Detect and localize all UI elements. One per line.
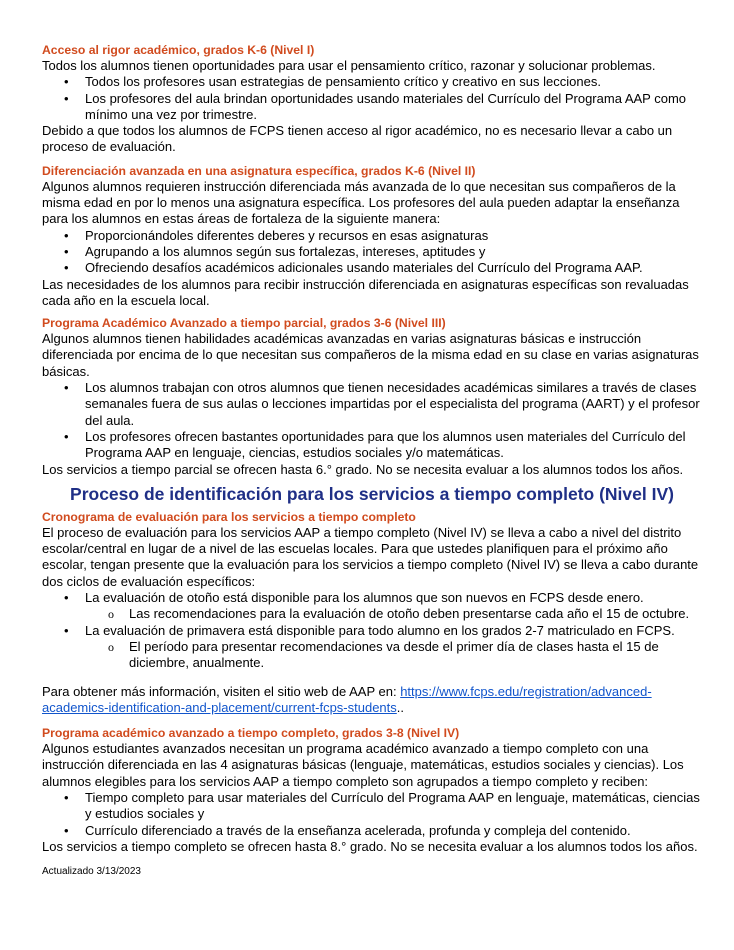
bullet-item: • Los profesores del aula brindan oportunidades usando materiales del Currículo del Programa AAP como mínimo una vez por trimestre.: [42, 91, 702, 124]
bullet-list: [42, 228, 702, 277]
bullet-list: [42, 623, 702, 639]
bullet-list: [42, 74, 702, 123]
bullet-item: • Tiempo completo para usar materiales del Currículo del Programa AAP en lenguaje, matemáticas, ciencias y estudios sociales y: [42, 790, 702, 823]
section-outro: Los servicios a tiempo completo se ofrecen hasta 8.° grado. No se necesita evaluar a los alumnos todos los años.: [42, 838, 698, 854]
section-heading-level-1: Acceso al rigor académico, grados K-6 (Nivel I): [42, 43, 315, 57]
section-intro: Algunos alumnos requieren instrucción diferenciada más avanzada de lo que necesitan sus compañeros de la misma edad en por lo menos una asignatura específica. Los profesores del aula pueden adaptar la enseñanza para los alumnos en estas áreas de fortaleza de la siguiente manera:: [42, 178, 680, 227]
sub-bullet-item: o Las recomendaciones para la evaluación de otoño deben presentarse cada año el 15 de octubre.: [42, 606, 702, 622]
bullet-item: • Proporcionándoles diferentes deberes y recursos en esas asignaturas: [42, 228, 702, 244]
section-outro: Debido a que todos los alumnos de FCPS tienen acceso al rigor académico, no es necesario llevar a cabo un proceso de evaluación.: [42, 123, 673, 155]
bullet-item: • Los alumnos trabajan con otros alumnos que tienen necesidades académicas similares a través de clases semanales fuera de sus aulas o lecciones impartidas por el especialista del programa (AART) y el profesor del aula.: [42, 380, 702, 429]
bullet-item: • Los profesores ofrecen bastantes oportunidades para que los alumnos usen materiales del Currículo del Programa AAP en lenguaje, ciencias, estudios sociales y/o matemáticas.: [42, 429, 702, 462]
sub-bullet-list: [42, 639, 702, 672]
more-info-suffix: ..: [396, 699, 405, 715]
sub-bullet-item: o El período para presentar recomendaciones va desde el primer día de clases hasta el 15 de diciembre, anualmente.: [42, 639, 702, 672]
aap-website-link[interactable]: https://www.fcps.edu/registration/advanced-academics-identification-and-placement/current-fcps-students: [42, 683, 652, 715]
main-title: Proceso de identificación para los servicios a tiempo completo (Nivel IV): [70, 483, 674, 504]
bullet-list: [42, 590, 702, 606]
bullet-list: [42, 790, 702, 839]
section-heading-level-2: Diferenciación avanzada en una asignatura específica, grados K-6 (Nivel II): [42, 163, 476, 178]
bullet-item-spring: • La evaluación de primavera está disponible para todo alumno en los grados 2-7 matriculado en FCPS.: [42, 623, 702, 639]
bullet-list: [42, 380, 702, 461]
section-outro: Las necesidades de los alumnos para recibir instrucción diferenciada en asignaturas específicas son revaluadas cada año en la escuela local.: [42, 276, 689, 308]
section-intro: Todos los alumnos tienen oportunidades para usar el pensamiento crítico, razonar y solucionar problemas.: [42, 58, 656, 73]
bullet-item: • Ofreciendo desafíos académicos adicionales usando materiales del Currículo del Programa AAP.: [42, 260, 702, 276]
section-intro: Algunos alumnos tienen habilidades académicas avanzadas en varias asignaturas básicas e instrucción diferenciada por encima de lo que necesitan sus compañeros de la misma edad en su clase en varias asignaturas básicas.: [42, 331, 699, 379]
document-content: [42, 42, 702, 878]
more-info-text: Para obtener más información, visiten el sitio web de AAP en:: [42, 683, 401, 699]
section-intro: Algunos estudiantes avanzados necesitan un programa académico avanzado a tiempo completo con una instrucción diferenciada en las 4 asignaturas básicas (lenguaje, matemáticas, estudios sociales y ciencias). Los alumnos elegibles para los servicios AAP a tiempo completo son agrupados a tiempo completo y reciben:: [42, 741, 684, 789]
bullet-item-fall: • La evaluación de otoño está disponible para los alumnos que son nuevos en FCPS desde enero.: [42, 590, 702, 606]
section-intro: El proceso de evaluación para los servicios AAP a tiempo completo (Nivel IV) se lleva a cabo a nivel del distrito escolar/central en lugar de a nivel de las escuelas locales. Para que ustedes planifiquen para el próximo año escolar, tengan presente que la evaluación para los servicios a tiempo completo (Nivel IV) se lleva a cabo durante dos ciclos de evaluación específicos:: [42, 524, 699, 589]
bullet-item: • Currículo diferenciado a través de la enseñanza acelerada, profunda y compleja del contenido.: [42, 823, 702, 839]
section-heading-level-3: Programa Académico Avanzado a tiempo parcial, grados 3-6 (Nivel III): [42, 316, 446, 331]
more-info-paragraph: [42, 684, 702, 717]
bullet-item: • Todos los profesores usan estrategias de pensamiento crítico y creativo en sus lecciones.: [42, 74, 702, 90]
sub-bullet-list: [42, 606, 702, 622]
section-heading-timeline: Cronograma de evaluación para los servicios a tiempo completo: [42, 509, 416, 524]
bullet-item: • Agrupando a los alumnos según sus fortalezas, intereses, aptitudes y: [42, 244, 702, 260]
section-heading-level-4: Programa académico avanzado a tiempo completo, grados 3-8 (Nivel IV): [42, 726, 460, 741]
updated-date-footer: Actualizado 3/13/2023: [42, 866, 141, 878]
section-outro: Los servicios a tiempo parcial se ofrecen hasta 6.° grado. No se necesita evaluar a los alumnos todos los años.: [42, 461, 684, 477]
